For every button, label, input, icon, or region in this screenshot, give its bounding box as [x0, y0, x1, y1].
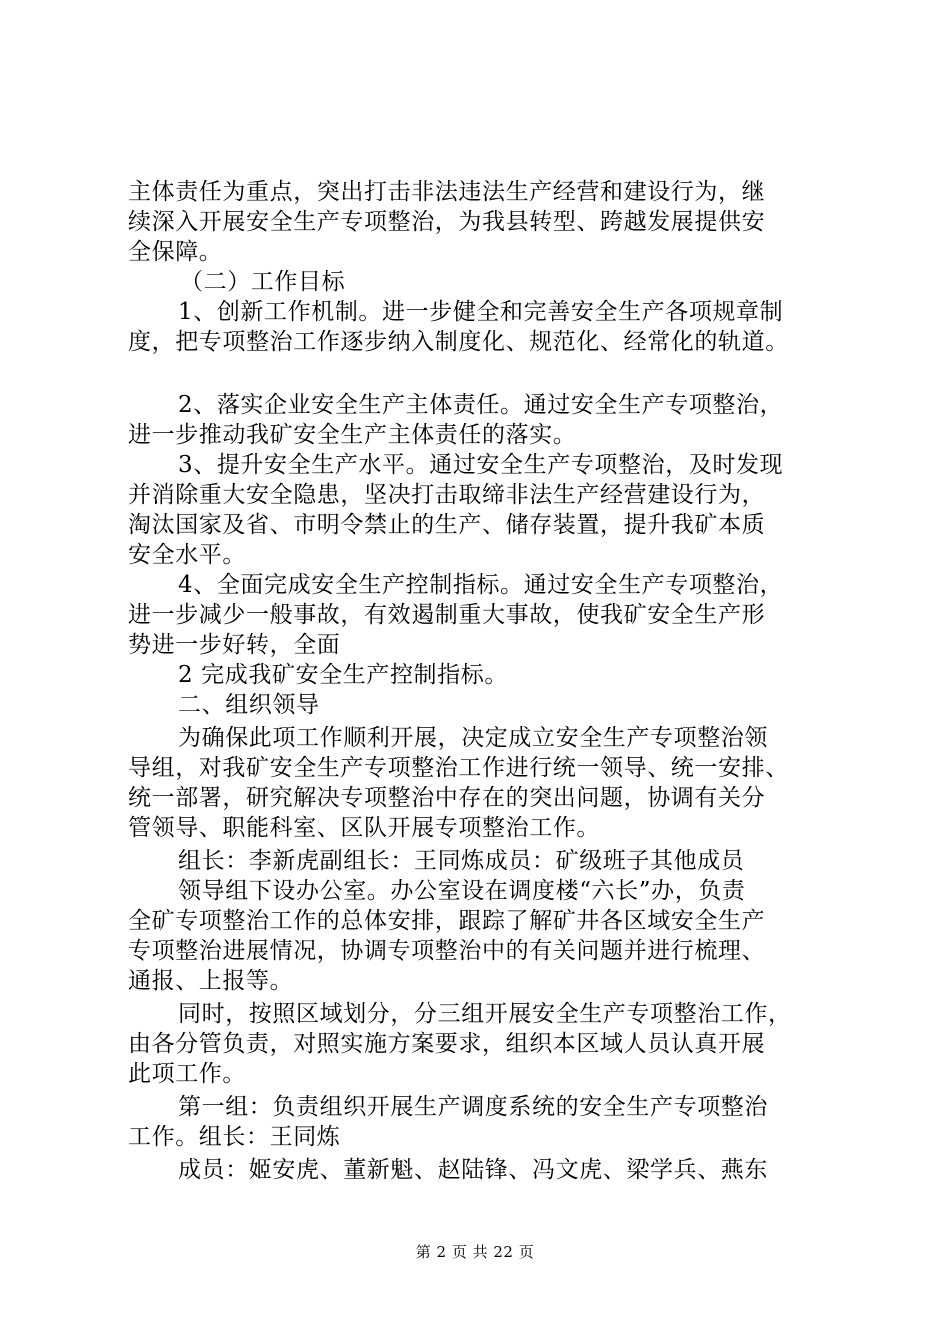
- text-line: 进一步推动我矿安全生产主体责任的落实。: [128, 422, 577, 448]
- text-line: 全矿专项整治工作的总体安排，跟踪了解矿井各区域安全生产: [128, 908, 766, 934]
- text-line: 此项工作。: [128, 1061, 246, 1087]
- text-line: 续深入开展安全生产专项整治，为我县转型、跨越发展提供安: [128, 209, 766, 235]
- text-line: 2 完成我矿安全生产控制指标。: [178, 662, 508, 688]
- text-line: 同时，按照区域划分，分三组开展安全生产专项整治工作，: [178, 1001, 792, 1027]
- section-heading: （二）工作目标: [180, 269, 346, 295]
- text-line: 第一组：负责组织开展生产调度系统的安全生产专项整治: [178, 1094, 768, 1120]
- text-line: 领导组下设办公室。办公室设在调度楼“六长”办，负责: [178, 878, 746, 904]
- text-line: 通报、上报等。: [128, 968, 294, 994]
- page-number-footer: 第 2 页 共 22 页: [415, 1243, 535, 1261]
- text-line: 淘汰国家及省、市明令禁止的生产、储存装置，提升我矿本质: [128, 512, 766, 538]
- text-line: 并消除重大安全隐患，坚决打击取缔非法生产经营建设行为，: [128, 482, 766, 508]
- text-line: 2、落实企业安全生产主体责任。通过安全生产专项整治，: [178, 392, 784, 418]
- section-heading: 二、组织领导: [178, 692, 320, 718]
- text-line: 组长：李新虎副组长：王同炼成员：矿级班子其他成员: [178, 848, 745, 874]
- text-line: 进一步减少一般事故，有效遏制重大事故，使我矿安全生产形: [128, 602, 766, 628]
- text-line: 4、全面完成安全生产控制指标。通过安全生产专项整治，: [178, 572, 784, 598]
- text-line: 3、提升安全生产水平。通过安全生产专项整治，及时发现: [178, 452, 784, 478]
- text-line: 管领导、职能科室、区队开展专项整治工作。: [128, 815, 600, 841]
- text-line: 专项整治进展情况，协调专项整治中的有关问题并进行梳理、: [128, 938, 766, 964]
- text-line: 安全水平。: [128, 542, 246, 568]
- text-line: 导组，对我矿安全生产专项整治工作进行统一领导、统一安排、: [128, 755, 789, 781]
- text-line: 成员：姬安虎、董新魁、赵陆锋、冯文虎、梁学兵、燕东: [178, 1157, 768, 1183]
- text-line: 势进一步好转，全面: [128, 632, 341, 658]
- text-line: 1、创新工作机制。进一步健全和完善安全生产各项规章制: [178, 299, 784, 325]
- text-line: 工作。组长：王同炼: [128, 1124, 341, 1150]
- text-line: 为确保此项工作顺利开展，决定成立安全生产专项整治领: [178, 725, 768, 751]
- text-line: 主体责任为重点，突出打击非法违法生产经营和建设行为，继: [128, 179, 766, 205]
- text-line: 全保障。: [128, 239, 223, 265]
- text-line: 统一部署，研究解决专项整治中存在的突出问题，协调有关分: [128, 785, 766, 811]
- text-line: 由各分管负责，对照实施方案要求，组织本区域人员认真开展: [128, 1031, 766, 1057]
- text-line: 度，把专项整治工作逐步纳入制度化、规范化、经常化的轨道。: [128, 329, 789, 355]
